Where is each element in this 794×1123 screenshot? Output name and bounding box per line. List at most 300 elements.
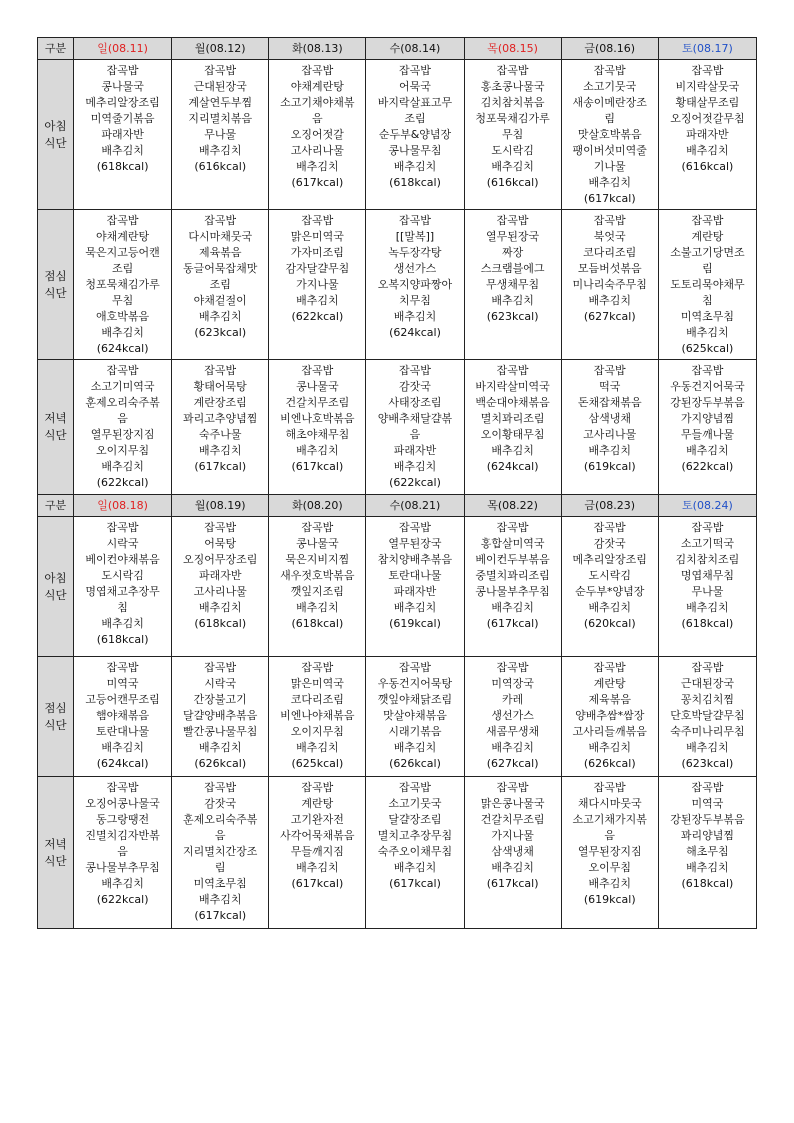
menu-item: 무생채무침 bbox=[486, 278, 540, 291]
menu-item: 가지나물 bbox=[491, 829, 534, 842]
menu-item: 가지양념찜 bbox=[680, 412, 734, 425]
menu-item: 지리멸치볶음 bbox=[188, 112, 253, 125]
menu-item: (616kcal) bbox=[486, 176, 539, 189]
menu-item: 잡곡밥 bbox=[691, 64, 724, 77]
menu-item: 배추김치 bbox=[393, 601, 437, 614]
menu-item: 떡국 bbox=[599, 380, 621, 393]
meal-label bbox=[38, 360, 74, 495]
menu-item: 다시마채뭇국 bbox=[188, 230, 253, 243]
menu-item: 우동건지어묵탕 bbox=[377, 677, 453, 690]
menu-item: 계살연두부찜 bbox=[188, 96, 253, 109]
day-header: 금(08.16) bbox=[561, 38, 658, 60]
meal-label-line: 아침 bbox=[44, 570, 67, 585]
menu-item: (617kcal) bbox=[389, 877, 441, 890]
menu-item: 잡곡밥 bbox=[204, 214, 237, 227]
meal-label-line: 식단 bbox=[44, 587, 67, 602]
menu-item: 음 bbox=[312, 112, 323, 125]
menu-cell bbox=[172, 360, 269, 495]
menu-item: 배추김치 bbox=[393, 741, 437, 754]
menu-item: 파래자반 bbox=[101, 128, 144, 141]
menu-item: 배추김치 bbox=[686, 861, 729, 874]
menu-item: (617kcal) bbox=[486, 877, 539, 890]
meal-label bbox=[38, 210, 74, 360]
meal-label-line: 식단 bbox=[44, 428, 67, 442]
menu-cell bbox=[172, 777, 269, 929]
meal-plan-table bbox=[37, 37, 757, 929]
menu-item: 잡곡밥 bbox=[593, 64, 626, 77]
menu-item: (626kcal) bbox=[389, 757, 441, 770]
menu-item: 동그랑땡전 bbox=[96, 813, 150, 826]
week-header-row bbox=[38, 495, 757, 517]
menu-item: 근대된장국 bbox=[193, 80, 247, 93]
menu-item: 숙주나물 bbox=[198, 428, 242, 441]
header-label: 구분 bbox=[38, 38, 74, 60]
menu-cell bbox=[561, 360, 658, 495]
menu-item: 무침 bbox=[111, 294, 134, 307]
menu-item: 메추리알장조림 bbox=[572, 553, 647, 566]
menu-item: 고사리나물 bbox=[583, 428, 637, 441]
menu-item: 삼색냉채 bbox=[491, 845, 534, 858]
menu-item: 배추김치 bbox=[198, 144, 242, 157]
menu-item: 햄야채볶음 bbox=[96, 709, 150, 722]
meal-row bbox=[38, 60, 757, 210]
menu-cell bbox=[561, 60, 658, 210]
menu-item: (618kcal) bbox=[96, 633, 149, 646]
menu-item: 순두부&양념장 bbox=[378, 128, 452, 141]
menu-item: 잡곡밥 bbox=[301, 661, 334, 674]
meal-label-line: 저녁 bbox=[44, 836, 67, 851]
menu-item: 배추김치 bbox=[296, 741, 339, 754]
menu-item: (627kcal) bbox=[486, 757, 539, 770]
menu-item: (623kcal) bbox=[486, 310, 539, 323]
menu-item: 명엽채무침 bbox=[680, 569, 734, 582]
menu-item: 배추김치 bbox=[198, 601, 242, 614]
menu-item: 중멸치꽈리조림 bbox=[475, 569, 550, 582]
menu-item: 모듬버섯볶음 bbox=[577, 262, 642, 275]
menu-cell bbox=[366, 360, 464, 495]
menu-cell bbox=[464, 657, 561, 777]
menu-item: 소고기채가지볶 bbox=[572, 813, 647, 826]
menu-cell bbox=[269, 517, 366, 657]
menu-cell bbox=[561, 657, 658, 777]
menu-item: 소고기미역국 bbox=[90, 380, 155, 393]
menu-item: 오징어젓갈 bbox=[290, 128, 344, 141]
menu-cell bbox=[269, 777, 366, 929]
menu-item: 계란탕 bbox=[301, 797, 334, 810]
menu-cell bbox=[464, 60, 561, 210]
menu-item: 배추김치 bbox=[393, 310, 437, 323]
menu-item: 음 bbox=[117, 845, 128, 858]
menu-item: 잡곡밥 bbox=[496, 64, 529, 77]
menu-item: 배추김치 bbox=[491, 741, 534, 754]
menu-item: 짜장 bbox=[501, 246, 524, 259]
menu-item: 코다리조림 bbox=[290, 693, 344, 706]
menu-item: 비엔나호박볶음 bbox=[280, 412, 355, 425]
menu-item: 배추김치 bbox=[101, 460, 144, 473]
menu-item: 림 bbox=[214, 861, 226, 874]
menu-item: 배추김치 bbox=[101, 144, 144, 157]
menu-item: 소불고기당면조 bbox=[670, 246, 745, 259]
menu-item: 잡곡밥 bbox=[593, 521, 626, 534]
menu-item: 청포묵채김가루 bbox=[475, 112, 550, 125]
menu-item: 배추김치 bbox=[198, 893, 242, 906]
menu-item: 감자달걀무침 bbox=[285, 262, 350, 275]
menu-item: 잡곡밥 bbox=[593, 214, 626, 227]
menu-item: 미나리숙주무침 bbox=[572, 278, 647, 291]
menu-item: 팽이버섯미역줄 bbox=[572, 144, 647, 157]
menu-item: 무들깨나물 bbox=[680, 428, 734, 441]
menu-item: 배추김치 bbox=[491, 294, 534, 307]
menu-item: (625kcal) bbox=[291, 757, 344, 770]
menu-item: 새송이메란장조 bbox=[572, 96, 647, 109]
menu-item: 명엽채고추장무 bbox=[85, 585, 160, 598]
menu-item: 훈제오리숙주볶 bbox=[85, 396, 160, 409]
menu-cell bbox=[172, 210, 269, 360]
menu-cell bbox=[74, 360, 172, 495]
menu-item: 잡곡밥 bbox=[399, 214, 431, 227]
menu-item: 고사리나물 bbox=[193, 585, 247, 598]
day-header: 수(08.21) bbox=[366, 495, 464, 517]
menu-cell bbox=[269, 657, 366, 777]
menu-item: 배추김치 bbox=[393, 861, 437, 874]
menu-item: 베이컨야채볶음 bbox=[85, 553, 160, 566]
menu-item: (624kcal) bbox=[96, 342, 149, 355]
menu-item: 채다시마뭇국 bbox=[577, 797, 642, 810]
menu-item: 카레 bbox=[501, 693, 524, 706]
menu-item: 잡곡밥 bbox=[106, 661, 139, 674]
menu-item: 녹두장각탕 bbox=[388, 246, 442, 259]
menu-item: 오징어젓갈무침 bbox=[670, 112, 745, 125]
menu-cell bbox=[464, 210, 561, 360]
menu-item: 배추김치 bbox=[588, 444, 631, 457]
menu-item: 잡곡밥 bbox=[106, 781, 139, 794]
menu-item: 바지락살표고무 bbox=[377, 96, 453, 109]
menu-item: (619kcal) bbox=[583, 893, 636, 906]
menu-item: (619kcal) bbox=[583, 460, 636, 473]
menu-item: 열무된장국 bbox=[388, 537, 442, 550]
menu-cell bbox=[658, 517, 756, 657]
menu-cell bbox=[172, 517, 269, 657]
menu-item: 배추김치 bbox=[491, 861, 534, 874]
menu-item: 음 bbox=[214, 829, 226, 842]
menu-item: (619kcal) bbox=[389, 617, 441, 630]
menu-item: 미역장국 bbox=[491, 677, 534, 690]
menu-item: 오징어콩나물국 bbox=[85, 797, 160, 810]
menu-item: 배추김치 bbox=[296, 160, 339, 173]
menu-item: 배추김치 bbox=[198, 444, 242, 457]
menu-item: 잡곡밥 bbox=[399, 661, 431, 674]
menu-item: 무나물 bbox=[204, 128, 237, 141]
menu-item: 훈제오리숙주볶 bbox=[183, 813, 258, 826]
menu-item: 맑은콩나물국 bbox=[480, 797, 545, 810]
menu-item: (620kcal) bbox=[583, 617, 636, 630]
menu-item: (618kcal) bbox=[681, 617, 734, 630]
menu-item: 토란대나물 bbox=[96, 725, 150, 738]
menu-item: (618kcal) bbox=[389, 176, 441, 189]
menu-item: 콩나물무침 bbox=[388, 144, 442, 157]
menu-item: 잡곡밥 bbox=[301, 64, 334, 77]
menu-item: 잡곡밥 bbox=[204, 661, 237, 674]
menu-item: 맑은미역국 bbox=[290, 677, 344, 690]
menu-item: 고사리나물 bbox=[290, 144, 344, 157]
menu-item: 맛살호박볶음 bbox=[577, 128, 642, 141]
menu-item: 오이지무침 bbox=[290, 725, 344, 738]
menu-item: 지리멸치간장조 bbox=[183, 845, 258, 858]
day-header: 금(08.23) bbox=[561, 495, 658, 517]
menu-item: 배추김치 bbox=[686, 326, 729, 339]
menu-item: (617kcal) bbox=[194, 460, 247, 473]
menu-item: 깻잎지조림 bbox=[290, 585, 344, 598]
menu-cell bbox=[561, 210, 658, 360]
menu-item: (618kcal) bbox=[194, 617, 247, 630]
menu-item: 잡곡밥 bbox=[301, 214, 334, 227]
menu-item: 음 bbox=[604, 829, 616, 842]
meal-label-line: 식단 bbox=[44, 717, 67, 732]
menu-item: 순두부*양념장 bbox=[575, 585, 645, 598]
menu-item: 삼색냉채 bbox=[588, 412, 631, 425]
menu-item: 가지나물 bbox=[296, 278, 339, 291]
menu-item: 잡곡밥 bbox=[496, 364, 529, 377]
menu-item: 베이컨두부볶음 bbox=[475, 553, 550, 566]
header-label: 구분 bbox=[38, 495, 74, 517]
menu-item: 림 bbox=[604, 112, 616, 125]
menu-item: 배추김치 bbox=[296, 444, 339, 457]
menu-item: (618kcal) bbox=[681, 877, 734, 890]
menu-item: 잡곡밥 bbox=[496, 661, 529, 674]
menu-item: 배추김치 bbox=[686, 144, 729, 157]
menu-item: 배추김치 bbox=[101, 617, 144, 630]
menu-item: 가자미조림 bbox=[290, 246, 344, 259]
menu-item: (622kcal) bbox=[96, 476, 149, 489]
menu-item: (622kcal) bbox=[681, 460, 734, 473]
menu-item: 잡곡밥 bbox=[204, 64, 237, 77]
menu-cell bbox=[172, 657, 269, 777]
menu-item: 잡곡밥 bbox=[204, 521, 237, 534]
menu-item: (617kcal) bbox=[583, 192, 636, 205]
menu-item: 파래자반 bbox=[393, 444, 437, 457]
menu-item: 달걀장조림 bbox=[388, 813, 442, 826]
menu-item: 잡곡밥 bbox=[399, 521, 431, 534]
day-header: 일(08.11) bbox=[74, 38, 172, 60]
menu-item: 단호박달걀무침 bbox=[670, 709, 745, 722]
meal-label bbox=[38, 60, 74, 210]
menu-item: 배추김치 bbox=[198, 741, 242, 754]
menu-item: 조림 bbox=[404, 112, 426, 125]
menu-item: 바지락살미역국 bbox=[475, 380, 550, 393]
menu-item: 어묵국 bbox=[399, 80, 431, 93]
menu-item: 기나물 bbox=[593, 160, 626, 173]
menu-item: 멸치고추장무침 bbox=[377, 829, 453, 842]
menu-item: 잡곡밥 bbox=[593, 781, 626, 794]
menu-item: 배추김치 bbox=[296, 601, 339, 614]
menu-item: 배추김치 bbox=[491, 601, 534, 614]
meal-label bbox=[38, 517, 74, 657]
menu-item: (622kcal) bbox=[96, 893, 149, 906]
menu-item: 어묵탕 bbox=[204, 537, 237, 550]
menu-item: 해초야채무침 bbox=[285, 428, 350, 441]
menu-item: 잡곡밥 bbox=[301, 364, 334, 377]
meal-row bbox=[38, 517, 757, 657]
meal-label-line: 식단 bbox=[44, 853, 67, 868]
menu-item: 양배추채달걀볶 bbox=[377, 412, 453, 425]
menu-item: 백순대야채볶음 bbox=[475, 396, 550, 409]
menu-item: 배추김치 bbox=[393, 460, 437, 473]
menu-item: 잡곡밥 bbox=[496, 214, 529, 227]
menu-item: 배추김치 bbox=[588, 877, 631, 890]
menu-item: 배추김치 bbox=[686, 444, 729, 457]
menu-item: 잡곡밥 bbox=[399, 64, 431, 77]
menu-cell bbox=[366, 777, 464, 929]
menu-cell bbox=[269, 210, 366, 360]
menu-cell bbox=[658, 777, 756, 929]
menu-item: 파래자반 bbox=[393, 585, 437, 598]
menu-item: 음 bbox=[409, 428, 421, 441]
menu-item: 김치참치볶음 bbox=[480, 96, 545, 109]
menu-item: 배추김치 bbox=[296, 294, 339, 307]
meal-label-line: 식단 bbox=[44, 135, 67, 150]
menu-cell bbox=[561, 777, 658, 929]
menu-item: (626kcal) bbox=[194, 757, 247, 770]
menu-item: (622kcal) bbox=[389, 476, 441, 489]
menu-item: 계란장조림 bbox=[193, 396, 247, 409]
menu-item: 침 bbox=[702, 294, 713, 307]
menu-item: 깻잎야채닭조림 bbox=[377, 693, 453, 706]
menu-item: 강된장두부볶음 bbox=[670, 813, 745, 826]
menu-item: 잡곡밥 bbox=[593, 661, 626, 674]
menu-item: 청포묵채김가루 bbox=[85, 278, 160, 291]
menu-item: 오이무침 bbox=[588, 861, 631, 874]
menu-item: (616kcal) bbox=[194, 160, 247, 173]
menu-cell bbox=[74, 657, 172, 777]
menu-item: 사각어묵채볶음 bbox=[280, 829, 355, 842]
menu-item: 시락국 bbox=[106, 537, 139, 550]
menu-item: 배추김치 bbox=[588, 601, 631, 614]
menu-item: 음 bbox=[117, 412, 128, 425]
menu-item: 침 bbox=[117, 601, 128, 614]
menu-item: 배추김치 bbox=[491, 160, 534, 173]
menu-item: 황태살무조림 bbox=[675, 96, 740, 109]
menu-item: 해초무침 bbox=[686, 845, 729, 858]
menu-item: 콩나물부추무침 bbox=[475, 585, 550, 598]
menu-item: 열무된장지짐 bbox=[90, 428, 155, 441]
day-header: 목(08.22) bbox=[464, 495, 561, 517]
menu-item: 무나물 bbox=[691, 585, 724, 598]
menu-cell bbox=[658, 657, 756, 777]
menu-item: 무침 bbox=[501, 128, 524, 141]
menu-cell bbox=[74, 60, 172, 210]
menu-item: 북엇국 bbox=[593, 230, 626, 243]
menu-cell bbox=[74, 777, 172, 929]
menu-item: 열무된장지짐 bbox=[577, 845, 642, 858]
menu-cell bbox=[366, 657, 464, 777]
menu-item: (617kcal) bbox=[486, 617, 539, 630]
menu-item: 건갈치무조림 bbox=[480, 813, 545, 826]
menu-item: 배추김치 bbox=[393, 160, 437, 173]
day-header: 화(08.20) bbox=[269, 495, 366, 517]
menu-item: 잡곡밥 bbox=[691, 781, 724, 794]
menu-item: 스크램블에그 bbox=[480, 262, 545, 275]
menu-item: 고사리들깨볶음 bbox=[572, 725, 647, 738]
menu-cell bbox=[269, 360, 366, 495]
menu-item: 코다리조림 bbox=[583, 246, 637, 259]
meal-label-line: 점심 bbox=[44, 268, 67, 283]
menu-item: (617kcal) bbox=[194, 909, 247, 922]
menu-item: 새콤무생채 bbox=[486, 725, 540, 738]
menu-item: 감잣국 bbox=[593, 537, 626, 550]
menu-item: 배추김치 bbox=[686, 601, 729, 614]
day-header: 일(08.18) bbox=[74, 495, 172, 517]
day-header: 목(08.15) bbox=[464, 38, 561, 60]
menu-item: 숙주미나리무침 bbox=[670, 725, 745, 738]
menu-item: 김치참치조림 bbox=[675, 553, 740, 566]
day-header: 토(08.24) bbox=[658, 495, 756, 517]
menu-item: 잡곡밥 bbox=[399, 364, 431, 377]
menu-item: 소고기떡국 bbox=[680, 537, 734, 550]
menu-item: (617kcal) bbox=[291, 877, 344, 890]
menu-item: 황태어묵탕 bbox=[193, 380, 247, 393]
menu-item: 고기완자전 bbox=[290, 813, 344, 826]
menu-item: 메추리알장조림 bbox=[85, 96, 160, 109]
menu-item: 잡곡밥 bbox=[106, 64, 139, 77]
menu-item: 잡곡밥 bbox=[691, 364, 724, 377]
menu-item: 배추김치 bbox=[588, 176, 631, 189]
menu-item: 배추김치 bbox=[101, 741, 144, 754]
menu-item: 오이황태무침 bbox=[480, 428, 545, 441]
menu-item: 잡곡밥 bbox=[301, 781, 334, 794]
menu-item: 묵은지비지찜 bbox=[285, 553, 350, 566]
menu-item: 콩나물국 bbox=[296, 537, 339, 550]
menu-item: [[말복]] bbox=[395, 230, 435, 243]
menu-item: 잡곡밥 bbox=[496, 521, 529, 534]
menu-item: 파래자반 bbox=[686, 128, 729, 141]
menu-item: 콩나물국 bbox=[101, 80, 144, 93]
meal-label-line: 식단 bbox=[44, 285, 67, 300]
day-header: 월(08.12) bbox=[172, 38, 269, 60]
menu-item: 미역국 bbox=[691, 797, 724, 810]
menu-item: (622kcal) bbox=[291, 310, 344, 323]
menu-item: (625kcal) bbox=[681, 342, 734, 355]
menu-item: 잡곡밥 bbox=[496, 781, 529, 794]
menu-item: 계란탕 bbox=[593, 677, 626, 690]
menu-item: 근대된장국 bbox=[680, 677, 734, 690]
menu-item: 묵은지고등어캔 bbox=[85, 246, 160, 259]
menu-item: 건갈치무조림 bbox=[285, 396, 350, 409]
menu-item: 진멸치김자반볶 bbox=[85, 829, 160, 842]
menu-cell bbox=[658, 360, 756, 495]
menu-item: 홍초콩나물국 bbox=[480, 80, 545, 93]
menu-item: 토란대나물 bbox=[388, 569, 442, 582]
menu-item: 잡곡밥 bbox=[301, 521, 334, 534]
menu-item: 배추김치 bbox=[588, 741, 631, 754]
menu-item: (624kcal) bbox=[96, 757, 149, 770]
menu-item: 계란탕 bbox=[691, 230, 724, 243]
meal-label-line: 저녁 bbox=[44, 411, 67, 425]
menu-item: 잡곡밥 bbox=[106, 521, 139, 534]
menu-item: 꽈리양념찜 bbox=[680, 829, 734, 842]
menu-item: 배추김치 bbox=[101, 877, 144, 890]
week-header-row bbox=[38, 38, 757, 60]
menu-item: 배추김치 bbox=[296, 861, 339, 874]
menu-item: (624kcal) bbox=[389, 326, 441, 339]
menu-item: (627kcal) bbox=[583, 310, 636, 323]
menu-item: 배추김치 bbox=[686, 741, 729, 754]
meal-label-line: 점심 bbox=[44, 700, 67, 715]
menu-item: 도토리묵야채무 bbox=[670, 278, 745, 291]
menu-cell bbox=[366, 60, 464, 210]
menu-item: 치무침 bbox=[399, 294, 431, 307]
menu-item: 제육볶음 bbox=[588, 693, 631, 706]
menu-item: (617kcal) bbox=[291, 176, 344, 189]
